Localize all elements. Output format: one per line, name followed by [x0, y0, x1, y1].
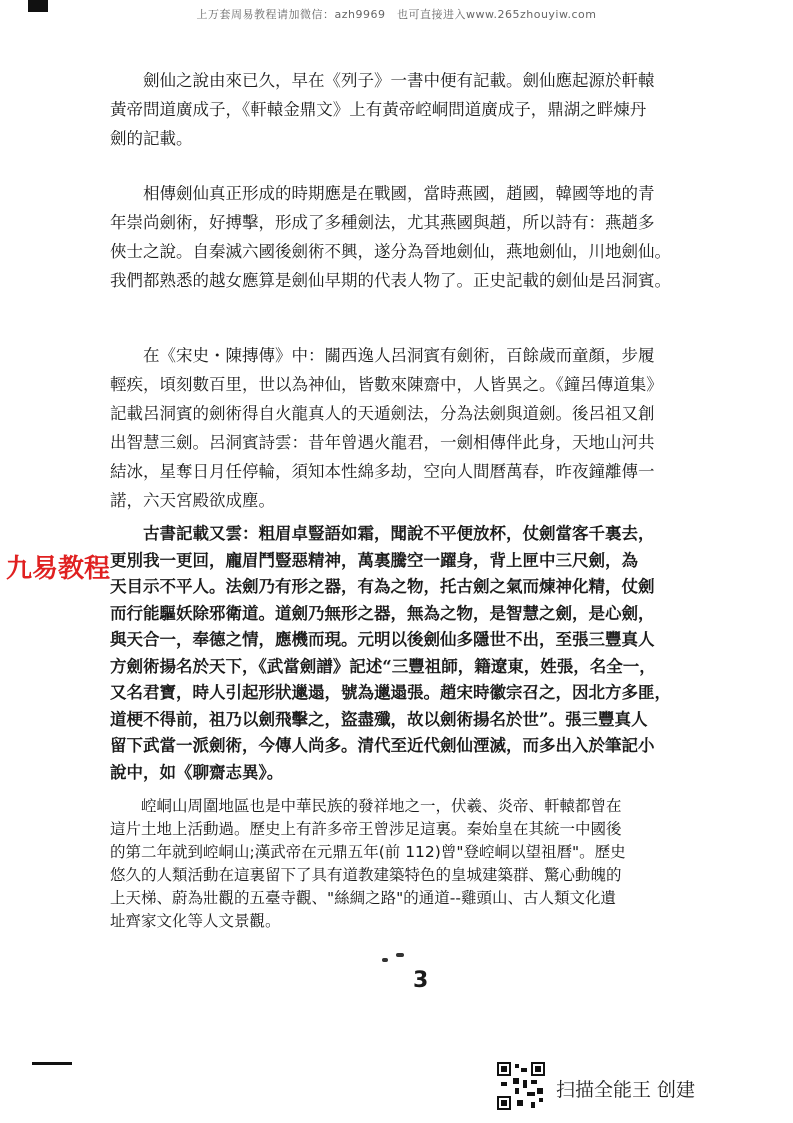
text-line: 在《宋史・陳摶傳》中：關西逸人呂洞賓有劍術，百餘歲而童顏，步履 — [110, 346, 655, 365]
text-line: 方劍術揚名於天下，《武當劍譜》記述“三豐祖師，籍遼東，姓張，名全一， — [110, 656, 656, 676]
scan-edge-mark-bottom — [32, 1062, 72, 1065]
text-line: 上天梯、蔚為壯觀的五臺寺觀、"絲綢之路"的通道--雞頭山、古人類文化遺 — [110, 889, 616, 907]
scan-speck — [396, 953, 404, 957]
paragraph-5 — [110, 795, 710, 933]
text-line: 黃帝問道廣成子，《軒轅金鼎文》上有黃帝崆峒問道廣成子，鼎湖之畔煉丹 — [110, 100, 647, 119]
text-line: 崆峒山周圍地區也是中華民族的發祥地之一，伏羲、炎帝、軒轅都曾在 — [110, 797, 622, 815]
text-line: 俠士之說。自秦滅六國後劍術不興，遂分為晉地劍仙，燕地劍仙，川地劍仙。 — [110, 242, 671, 261]
text-line: 又名君寶，時人引起形狀邋遢，號為邋遢張。趙宋時徽宗召之，因北方多匪， — [110, 683, 671, 702]
text-line: 說中，如《聊齋志異》。 — [110, 762, 284, 782]
text-line: 道梗不得前，祖乃以劍飛擊之，盜盡殲，故以劍術揚名於世”。張三豐真人 — [110, 709, 648, 729]
text-line: 諾，六天宮殿欲成塵。 — [110, 491, 275, 510]
text-line: 更別我一更回，龐眉鬥豎惡精神，萬裏騰空一躍身，背上匣中三尺劍，為 — [110, 550, 638, 570]
text-line: 結冰，星奪日月任停輪，須知本性綿多劫，空向人間曆萬春，昨夜鐘離傳一 — [110, 462, 655, 481]
text-line: 古書記載又雲：粗眉卓豎語如霜，聞說不平便放杯，仗劍當客千裏去， — [110, 524, 655, 543]
text-line: 出智慧三劍。呂洞賓詩雲：昔年曾遇火龍君，一劍相傳伴此身，天地山河共 — [110, 433, 655, 452]
page-number: 3 — [413, 968, 429, 993]
text-line: 劍的記載。 — [110, 129, 193, 148]
scan-speck — [382, 958, 388, 962]
text-line: 記載呂洞賓的劍術得自火龍真人的天遁劍法，分為法劍與道劍。後呂祖又創 — [110, 404, 655, 423]
text-line: 我們都熟悉的越女應算是劍仙早期的代表人物了。正史記載的劍仙是呂洞賓。 — [110, 271, 671, 290]
text-line: 而行能驅妖除邪衛道。道劍乃無形之器，無為之物，是智慧之劍，是心劍， — [110, 603, 655, 623]
text-line: 與天合一，奉德之情，應機而現。元明以後劍仙多隱世不出，至張三豐真人 — [110, 630, 655, 649]
text-line: 天目示不平人。法劍乃有形之器，有為之物，托古劍之氣而煉神化精，仗劍 — [110, 577, 655, 596]
text-line: 留下武當一派劍術，今傳人尚多。清代至近代劍仙湮滅，而多出入於筆記小 — [110, 736, 655, 755]
paragraph-3 — [110, 341, 710, 515]
text-line: 的第二年就到崆峒山;漢武帝在元鼎五年(前 112)曾"登崆峒以望祖曆"。歷史 — [110, 843, 626, 861]
text-line: 相傳劍仙真正形成的時期應是在戰國，當時燕國，趙國，韓國等地的青 — [110, 184, 655, 203]
text-line: 這片土地上活動過。歷史上有許多帝王曾涉足這裏。秦始皇在其統一中國後 — [110, 820, 622, 838]
watermark-logo: 九易教程 — [6, 554, 111, 584]
text-line: 址齊家文化等人文景觀。 — [110, 912, 281, 930]
qr-code-icon — [497, 1062, 545, 1110]
paragraph-1 — [110, 66, 710, 153]
scanner-app-label: 扫描全能王 创建 — [556, 1079, 696, 1101]
text-line: 悠久的人類活動在這裏留下了具有道教建築特色的皇城建築群、驚心動魄的 — [110, 866, 622, 884]
paragraph-4 — [110, 521, 710, 786]
text-line: 年崇尚劍術，好搏擊，形成了多種劍法，尤其燕國與趙，所以詩有：燕趙多 — [110, 213, 655, 232]
text-line: 劍仙之說由來已久，早在《列子》一書中便有記載。劍仙應起源於軒轅 — [110, 71, 655, 90]
text-line: 輕疾，頃刻數百里，世以為神仙，皆數來陳齋中，人皆異之。《鐘呂傳道集》 — [110, 375, 663, 394]
paragraph-2 — [110, 179, 710, 295]
header-note: 上万套周易教程请加微信：azh9969 也可直接进入www.265zhouyiw.com — [196, 8, 597, 21]
